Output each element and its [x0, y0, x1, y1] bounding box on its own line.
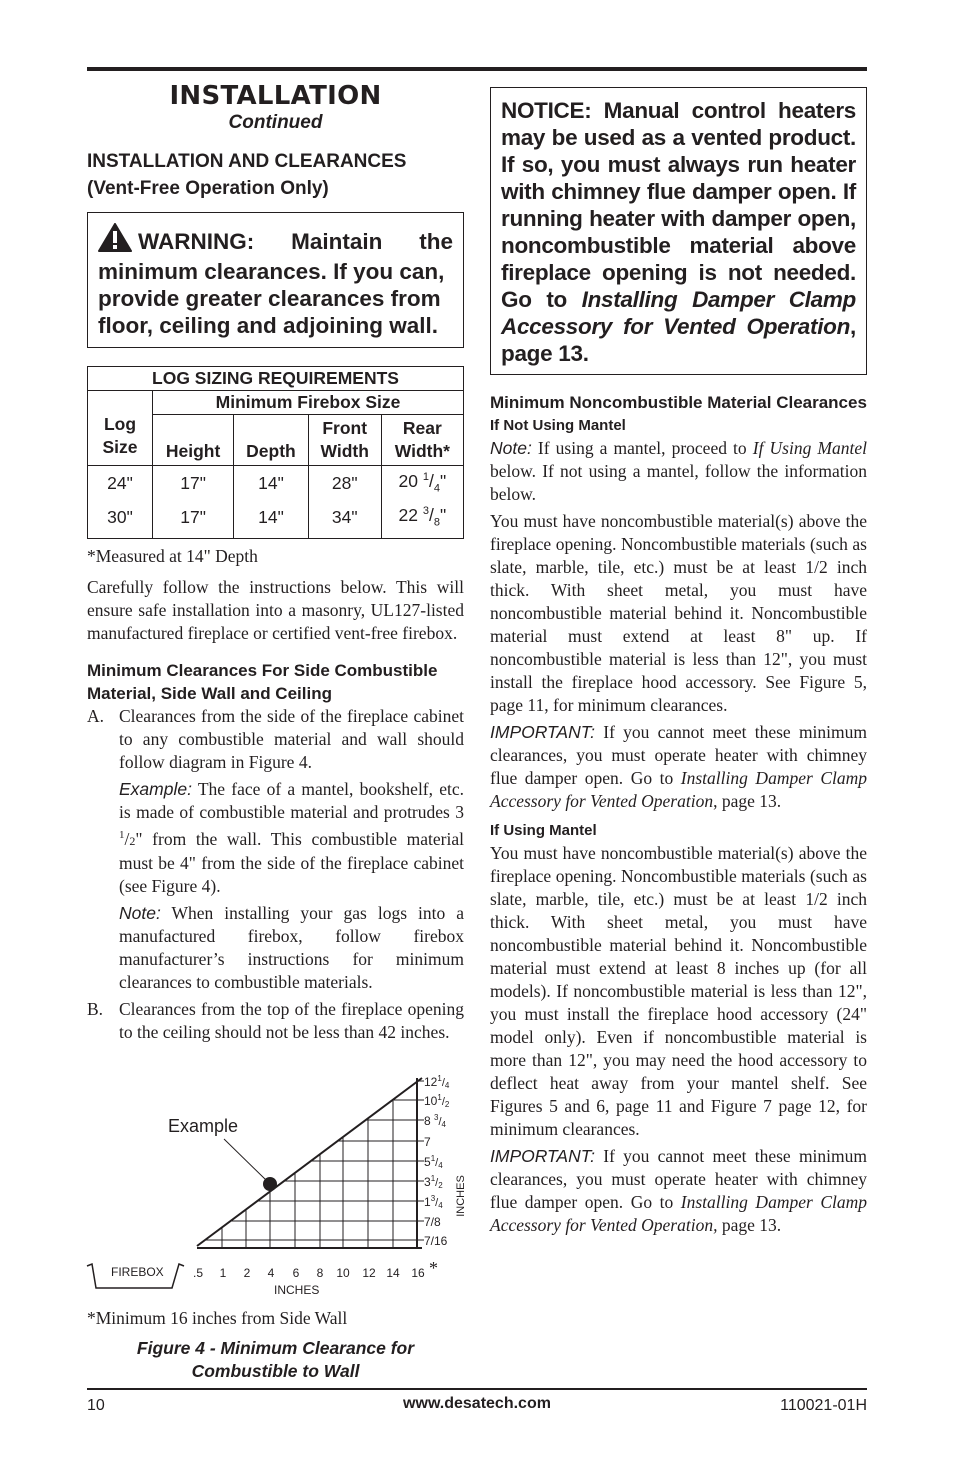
asterisk-mark: *	[429, 1258, 438, 1278]
notice-text: NOTICE: Manual control heaters may be used as a vented product. If so, you must always run heater with chimney flue damper open. If running heater with damper open, noncombustible material above fireplace opening is not needed. Go to Installing Damper Clamp Accessory for Vented Operation, page 13.	[501, 98, 856, 366]
y-tick-label: $3^1/2$	[424, 1174, 443, 1190]
note-paragraph: Note: If using a mantel, proceed to If Using Mantel below. If not using a mantel, follow the information below.	[490, 438, 867, 504]
y-tick-label: $10^1/2$	[424, 1093, 450, 1109]
x-tick-label: 2	[243, 1266, 251, 1280]
left-column	[87, 80, 464, 1052]
x-tick-label: 6	[292, 1266, 300, 1280]
col-front-width: Front Width	[308, 415, 381, 466]
table-footnote: *Measured at 14" Depth	[87, 545, 258, 566]
note-paragraph: Note: When installing your gas logs into a manufactured firebox, follow firebox manufacturer’s instructions for minimum clearances to combustible materials.	[119, 903, 464, 993]
warning-box	[87, 212, 464, 348]
y-tick-label: 7/8	[424, 1215, 441, 1229]
y-tick-label: 7/16	[424, 1234, 448, 1248]
x-tick-label: 12	[362, 1266, 376, 1280]
important-paragraph: IMPORTANT: If you cannot meet these minimum clearances, you must operate heater with chimney flue damper open. Go to Installing Damper Clamp Accessory for Vented Operation, page 13.	[490, 722, 867, 811]
figure-footnote: *Minimum 16 inches from Side Wall	[87, 1308, 348, 1328]
table-title: LOG SIZING REQUIREMENTS	[88, 367, 464, 391]
x-tick-label: 4	[267, 1266, 275, 1280]
not-using-mantel-heading: If Not Using Mantel	[490, 417, 626, 434]
warning-first-line: WARNING: Maintain the	[98, 223, 453, 258]
group-header: Minimum Firebox Size	[153, 391, 464, 415]
installation-clearances-heading: INSTALLATION AND CLEARANCES (Vent-Free Operation Only)	[87, 151, 407, 199]
firebox-label: FIREBOX	[111, 1265, 164, 1279]
y-axis-label: INCHES	[455, 1175, 467, 1217]
table-row: 30" 17" 14" 34" 22 $^3/_8$"	[88, 500, 464, 538]
example-label: Example	[168, 1116, 239, 1136]
warning-text: minimum clearances. If you can, provide greater clearances from floor, ceiling and adjoining wall.	[98, 259, 445, 338]
bottom-rule	[87, 1388, 867, 1390]
x-tick-label: 1	[219, 1266, 227, 1280]
not-using-mantel-paragraph: You must have noncombustible material(s) above the fireplace opening. Noncombustible materials (such as slate, marble, tile, etc.) must be at least 1/2 inch thick. With sheet metal, you must have noncombustible material behind it. Noncombustible material must extend at least 8" up. If noncombustible material is less than 12", you must install the fireplace hood accessory. See Figure 5, page 11, for minimum clearances.	[490, 511, 867, 715]
table-row: 24" 17" 14" 28" 20 $^1/_4$"	[88, 466, 464, 501]
section-title: INSTALLATION	[169, 81, 382, 111]
website-link[interactable]: www.desatech.com	[403, 1395, 551, 1412]
col-log-size: Log Size	[88, 391, 153, 466]
list-item: A. Clearances from the side of the fireplace cabinet to any combustible material and wall should follow diagram in Figure 4.	[87, 705, 464, 772]
important-paragraph: IMPORTANT: If you cannot meet these minimum clearances, you must operate heater with chimney flue damper open. Go to Installing Damper Clamp Accessory for Vented Operation, page 13.	[490, 1146, 867, 1235]
x-tick-label: .5	[192, 1266, 204, 1280]
warning-triangle-icon	[98, 223, 132, 258]
page-number: 10	[87, 1397, 105, 1414]
x-axis-label: INCHES	[274, 1283, 320, 1297]
x-tick-label: 16	[411, 1266, 425, 1280]
document-number: 110021-01H	[780, 1397, 867, 1414]
example-paragraph: Example: The face of a mantel, bookshelf, etc. is made of combustible material and protrudes 3 $^1$/2" from the wall. This combustible material must be 4" from the side of the fireplace cabinet (see Figure 4).	[119, 778, 464, 897]
example-point	[263, 1177, 277, 1191]
y-tick-label: $12^1/4$	[424, 1074, 450, 1090]
col-height: Height	[153, 415, 234, 466]
top-rule	[87, 67, 867, 71]
noncombustible-heading: Minimum Noncombustible Material Clearances	[490, 393, 867, 412]
notice-box	[490, 87, 867, 375]
using-mantel-heading: If Using Mantel	[490, 822, 597, 839]
x-tick-label: 10	[336, 1266, 350, 1280]
intro-paragraph: Carefully follow the instructions below. This will ensure safe installation into a masonry, UL127-listed manufactured fireplace or certified vent-free firebox.	[87, 576, 464, 643]
log-sizing-table	[87, 366, 464, 539]
y-tick-label: $1^3/4$	[424, 1194, 443, 1210]
x-tick-label: 8	[316, 1266, 324, 1280]
right-column	[490, 80, 867, 1245]
clearance-diagram	[84, 1068, 476, 1308]
col-rear-width: Rear Width*	[381, 415, 463, 466]
using-mantel-paragraph: You must have noncombustible material(s) above the fireplace opening. Noncombustible materials (such as slate, marble, tile, etc.) must be at least 1/2 inch thick. With sheet metal, you must have noncombustible material behind it. Noncombustible material must extend at least 8 inches up (for all models). If noncombustible material is less than 12", you must install the fireplace hood accessory (24" model only). Even if noncombustible material is more than 12", you may need the hood accessory to deflect heat away from your mantel shelf. See Figures 5 and 6, page 11 and Figure 7 page 12, for minimum clearances.	[490, 843, 867, 1139]
y-tick-label: $5^1/4$	[424, 1154, 443, 1170]
x-tick-label: 14	[386, 1266, 400, 1280]
y-tick-label: 8 $^3$/4	[424, 1113, 446, 1129]
col-depth: Depth	[234, 415, 309, 466]
figure-caption: Figure 4 - Minimum Clearance for Combustible to Wall	[136, 1338, 415, 1381]
y-tick-label: 7	[424, 1135, 431, 1149]
list-item: B. Clearances from the top of the fireplace opening to the ceiling should not be less than 42 inches.	[87, 999, 464, 1043]
section-subtitle: Continued	[228, 112, 323, 133]
min-clearances-heading: Minimum Clearances For Side Combustible Material, Side Wall and Ceiling	[87, 660, 438, 703]
example-pointer	[224, 1139, 266, 1180]
